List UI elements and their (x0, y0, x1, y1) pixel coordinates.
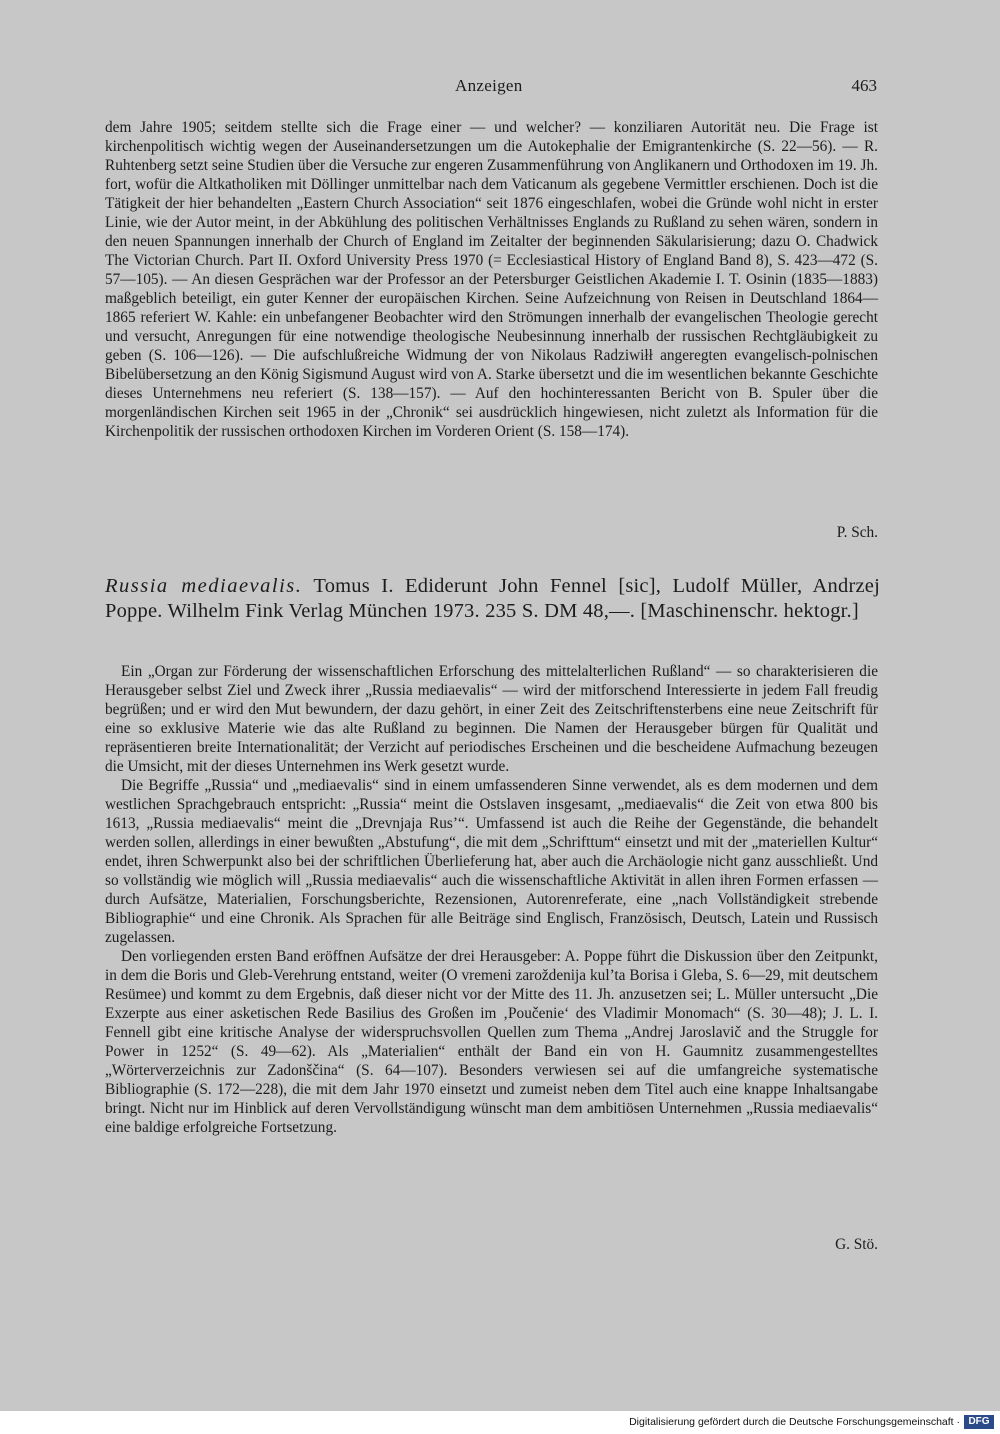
review-body (105, 662, 878, 1137)
running-title: Anzeigen (455, 76, 523, 95)
review-paragraph: Den vorliegenden ersten Band eröffnen Aufsätze der drei Herausgeber: A. Poppe führt die Diskussion über den Zeitpunkt, in dem die Boris und Gleb-Verehrung entstand, weiter (O vremeni zaroždenija kul’ta Borisa i Gleba, S. 6—29, mit deutschem Resümee) und kommt zu dem Ergebnis, daß dieser nicht vor der Mitte des 11. Jh. anzusetzen sei; L. Müller untersucht „Die Exzerpte aus einer asketischen Rede Basilius des Großen im ‚Poučenie‘ des Vladimir Monomach“ (S. 30—48); J. L. I. Fennell gibt eine kritische Analyse der widerspruchsvollen Quellen zum Thema „Andrej Jaroslavič and the Struggle for Power in 1252“ (S. 49—62). Als „Materialien“ enthält der Band ein von H. Gaumnitz zusammengestelltes „Wörterverzeichnis zur Zadonščina“ (S. 64—107). Besonders verwiesen sei auf die umfangreiche systematische Bibliographie (S. 172—228), die mit dem Jahr 1970 einsetzt und zumeist neben dem Titel auch eine knappe Inhaltsangabe bringt. Nicht nur im Hinblick auf deren Vervollständigung wünscht man dem ambitiösen Unternehmen „Russia mediaevalis“ eine baldige erfolgreiche Fortsetzung. (105, 948, 878, 1136)
signature-first-review: P. Sch. (836, 524, 878, 541)
funding-credit: Digitalisierung gefördert durch die Deutsche Forschungsgemeinschaft · (629, 1416, 960, 1428)
dfg-logo-icon: DFG (964, 1415, 994, 1429)
review-paragraph: Die Begriffe „Russia“ und „mediaevalis“ sind in einem umfassenderen Sinne verwendet, als es dem modernen und dem westlichen Sprachgebrauch entspricht: „Russia“ meint die Ostslaven insgesamt, „mediaevalis“ die Zeit von etwa 800 bis 1613, „Russia mediaevalis“ meint die „Drevnjaja Rus’“. Umfassend ist auch die Reihe der Gegenstände, die behandelt werden sollen, allerdings in einer bewußten „Abstufung“, die mit dem „Schrifttum“ einsetzt und mit der „materiellen Kultur“ endet, ihren Schwerpunkt also bei der schriftlichen Überlieferung hat, aber auch die Archäologie nicht ganz ausschließt. Und so vollständig wie möglich will „Russia mediaevalis“ auch die wissenschaftliche Aktivität in allen ihren Formen erfassen — durch Aufsätze, Materialien, Forschungsberichte, Rezensionen, Autorenreferate, eine „nach Vollständigkeit strebende Bibliographie“ und eine Chronik. Als Sprachen für alle Beiträge sind Englisch, Französisch, Deutsch, Latein und Russisch zugelassen. (105, 777, 878, 946)
review-continuation (105, 118, 878, 441)
signature-second-review: G. Stö. (835, 1236, 878, 1253)
digitization-footer (0, 1411, 1000, 1434)
page-number: 463 (851, 76, 877, 95)
review-bibliographic-info: Tomus I. Ediderunt John Fennel [sic], Ludolf Müller, Andrzej Poppe. Wilhelm Fink Verlag München 1973. 235 S. DM 48,—. [Maschinenschr. hektogr.] (105, 575, 880, 622)
running-header (0, 76, 1000, 100)
review-title-italic: Russia mediaevalis. (105, 575, 303, 597)
review-paragraph: Ein „Organ zur Förderung der wissenschaftlichen Erforschung des mittelalterlichen Rußland“ — so charakterisieren die Herausgeber selbst Ziel und Zweck ihrer „Russia mediaevalis“ — wird der mitforschend Interessierte in jedem Fall freudig begrüßen; und er wird den Mut bewundern, der dazu gehört, in einer Zeit des Zeitschriftensterbens eine neue Zeitschrift für eine so exklusive Materie wie das alte Rußland zu beginnen. Die Namen der Herausgeber bürgen für Qualität und repräsentieren breite Internationalität; der Verzicht auf periodisches Erscheinen und die bescheidene Aufmachung bezeugen die Umsicht, mit der dieses Unternehmen ins Werk gesetzt wurde. (105, 663, 878, 775)
continuation-paragraph: dem Jahre 1905; seitdem stellte sich die Frage einer — und welcher? — konziliaren Autorität neu. Die Frage ist kirchenpolitisch wichtig wegen der Auseinandersetzungen um die Autokephalie der Emigrantenkirche (S. 22—56). — R. Ruhtenberg setzt seine Studien über die Versuche zur engeren Zusammenführung von Anglikanern und Orthodoxen im 19. Jh. fort, wofür die Altkatholiken mit Döllinger unmittelbar nach dem Vaticanum als gegebene Vermittler erschienen. Doch ist die Tätigkeit der hier behandelten „Eastern Church Association“ seit 1876 eingeschlafen, wobei die Gründe wohl nicht in erster Linie, wie der Autor meint, in der Abkühlung des politischen Verhältnisses Englands zu Rußland zu sehen wären, sondern in den neuen Spannungen innerhalb der Church of England im Zeitalter der beginnenden Säkularisierung; dazu O. Chadwick The Victorian Church. Part II. Oxford University Press 1970 (= Ecclesiastical History of England Band 8), S. 423—472 (S. 57—105). — An diesen Gesprächen war der Professor an der Petersburger Geistlichen Akademie I. T. Osinin (1835—1883) maßgeblich beteiligt, ein guter Kenner der europäischen Kirchen. Seine Aufzeichnung von Reisen in Deutschland 1864—1865 referiert W. Kahle: ein unbefangener Beobachter wird den Strömungen innerhalb der evangelischen Theologie gerecht und versucht, Anregungen für eine notwendige theologische Neubesinnung innerhalb der russischen Rechtgläubigkeit zu geben (S. 106—126). — Die aufschlußreiche Widmung der von Nikolaus Radziwiłł angeregten evangelisch-polnischen Bibelübersetzung an den König Sigismund August wird von A. Starke übersetzt und die im wesentlichen bekannte Geschichte dieses Unternehmens neu referiert (S. 138—157). — Auf den hochinteressanten Bericht von B. Spuler über die morgenländischen Kirchen seit 1965 in der „Chronik“ sei ausdrücklich hingewiesen, nicht zuletzt als Information für die Kirchenpolitik der russischen orthodoxen Kirchen im Vorderen Orient (S. 158—174). (105, 119, 878, 440)
review-heading (105, 574, 880, 623)
